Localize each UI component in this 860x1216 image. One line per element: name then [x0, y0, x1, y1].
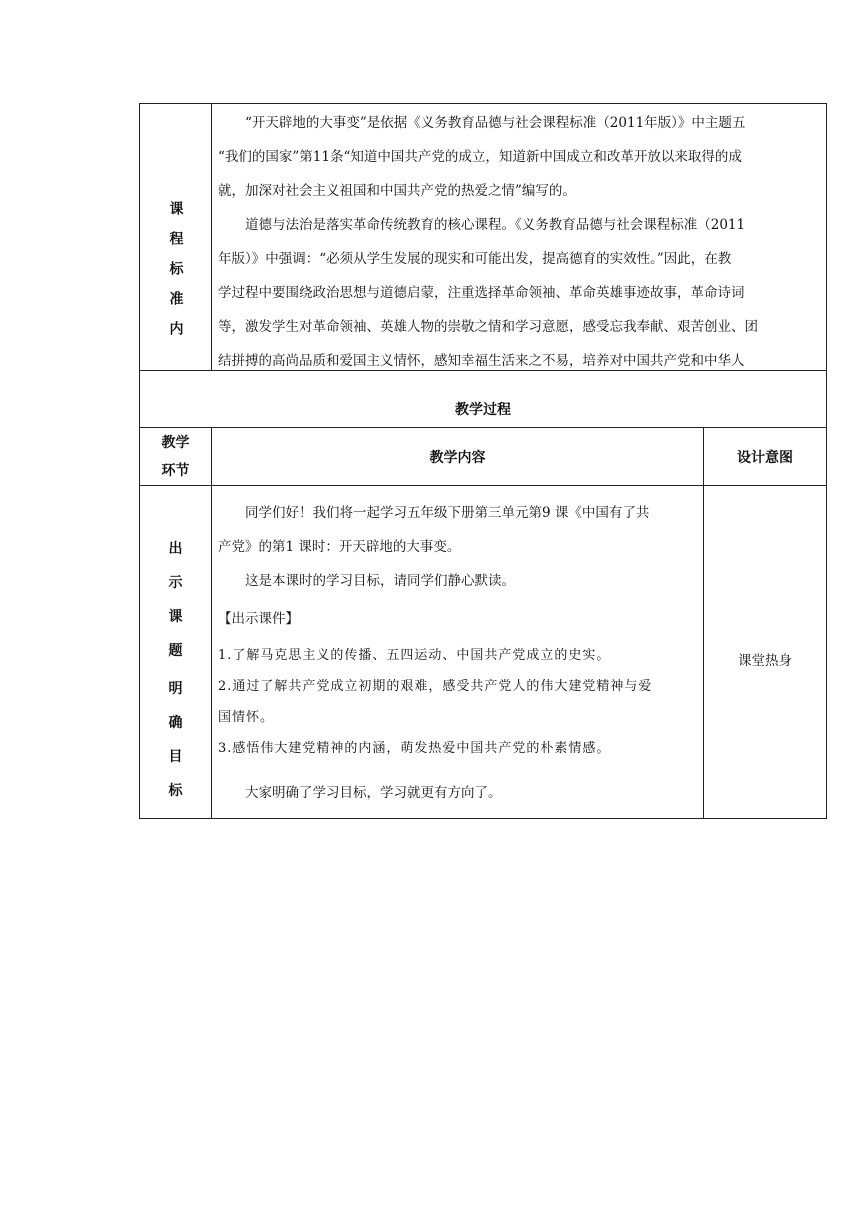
standard-label-char: 内: [167, 321, 184, 351]
courseware-label: 【出示课件】: [218, 611, 299, 627]
header-step-line1: 教学: [161, 434, 190, 451]
standard-text: [212, 104, 826, 370]
step-content: [212, 486, 703, 818]
header-content: 教学内容: [212, 428, 704, 486]
step-content-cell: [212, 486, 704, 819]
step-row: [140, 486, 827, 819]
standard-row: [140, 104, 827, 371]
standard-text-cell: [212, 104, 827, 371]
header-step-line2: 环节: [161, 462, 190, 479]
step-label-char: 示: [168, 575, 183, 591]
standard-p2-line2: 年版）》中强调：“必须从学生发展的现实和可能出发，提高德育的实效性。”因此，在教: [218, 251, 732, 267]
standard-label-char: 准: [167, 291, 184, 321]
intro-line1: 同学们好！我们将一起学习五年级下册第三单元第9 课《中国有了共: [245, 505, 650, 521]
step-label-char: 明: [168, 681, 183, 697]
step-label-char: 确: [168, 715, 183, 731]
step-intent-cell: [704, 486, 827, 819]
process-header-row: [140, 428, 827, 486]
intent-text: 课堂热身: [738, 653, 792, 669]
instruction-text: 这是本课时的学习目标，请同学们静心默读。: [245, 573, 515, 589]
objective-3: 3.感悟伟大建党精神的内涵，萌发热爱中国共产党的朴素情感。: [218, 741, 611, 756]
objective-2: 2.通过了解共产党成立初期的艰难，感受共产党人的伟大建党精神与爱: [218, 679, 653, 694]
step-label-char: 出: [168, 541, 183, 557]
clipped-summary-line: 大家明确了学习目标，学习就更有方向了。: [245, 785, 502, 801]
standard-label: [169, 201, 183, 351]
standard-label-char: 标: [167, 261, 184, 291]
step-label-char: 课: [168, 609, 183, 625]
standard-p1-line3: 就，加深对社会主义祖国和中国共产党的热爱之情”编写的。: [218, 183, 576, 199]
process-title: 教学过程: [140, 371, 827, 428]
process-title-row: [140, 371, 827, 428]
objective-2-cont: 国情怀。: [218, 710, 275, 725]
step-label-cell: [140, 486, 212, 819]
standard-p2-line5: 结拼搏的高尚品质和爱国主义情怀，感知幸福生活来之不易，培养对中国共产党和中华人: [218, 353, 745, 369]
intro-line2: 产党》的第1 课时：开天辟地的大事变。: [218, 539, 461, 555]
step-label: [140, 486, 211, 808]
step-label-char: 标: [168, 783, 183, 799]
step-label-char: 目: [168, 749, 183, 765]
objective-1: 1.了解马克思主义的传播、五四运动、中国共产党成立的史实。: [218, 648, 611, 663]
step-label-char: 题: [168, 643, 183, 659]
standard-label-char: 程: [167, 231, 184, 261]
lesson-plan-table: [139, 103, 827, 819]
standard-label-cell: [140, 104, 212, 371]
standard-label-char: 课: [167, 201, 184, 231]
standard-p2-line3: 学过程中要围绕政治思想与道德启蒙，注重选择革命领袖、革命英雄事迹故事，革命诗词: [218, 285, 745, 301]
standard-p1-line2: “我们的国家”第11条“知道中国共产党的成立，知道新中国成立和改革开放以来取得的成: [218, 149, 742, 165]
standard-p1-line1: “开天辟地的大事变”是依据《义务教育品德与社会课程标准（2011年版）》中主题五: [245, 115, 746, 131]
header-intent: 设计意图: [704, 428, 827, 486]
standard-p2-line1: 道德与法治是落实革命传统教育的核心课程。《义务教育品德与社会课程标准（2011: [245, 217, 746, 233]
header-step: [140, 428, 212, 486]
standard-p2-line4: 等，激发学生对革命领袖、英雄人物的崇敬之情和学习意愿，感受忘我奉献、艰苦创业、团: [218, 319, 758, 335]
